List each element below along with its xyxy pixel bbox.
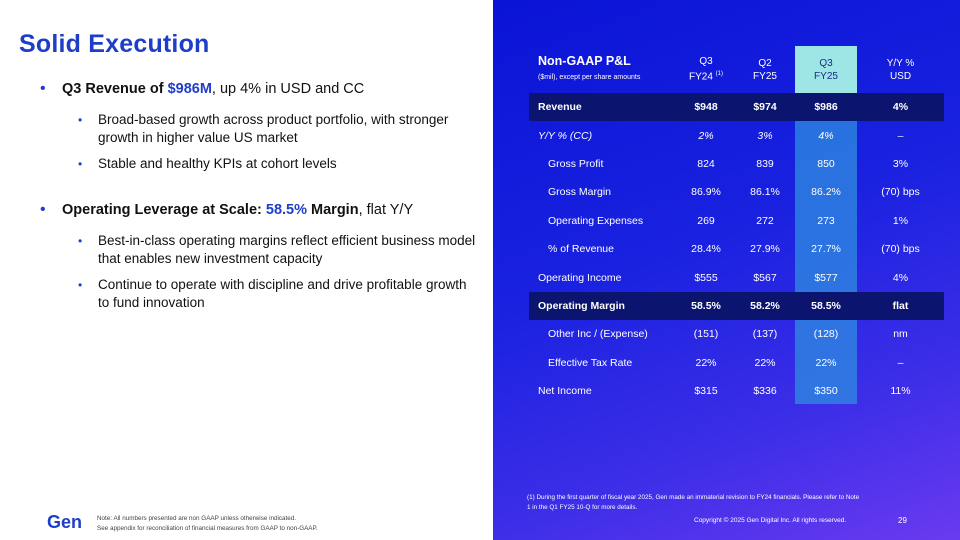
sub-bullet (40, 276, 480, 312)
revenue-value: $986M (167, 81, 212, 97)
leverage-value: 58.5% (265, 202, 308, 218)
sub-bullet-text: Continue to operate with discipline and drive profitable growth to fund innovation (98, 277, 467, 310)
footer-note (97, 514, 318, 534)
table-title: Non-GAAP P&L (538, 54, 631, 68)
table-row: % of Revenue 28.4% 27.9% 27.7% (70) bps (548, 243, 920, 256)
table-row: Operating Income $555 $567 $577 4% (538, 271, 909, 284)
bullet-leverage (40, 201, 480, 220)
footer-note-line: Note: All numbers presented are non GAAP unless otherwise indicated. (97, 515, 297, 522)
revenue-prefix: Q3 Revenue of (62, 81, 168, 97)
footer-note-line: See appendix for reconciliation of financial measures from GAAP to non-GAAP. (97, 525, 318, 532)
bullet-list (40, 80, 480, 320)
table-header-row (529, 46, 944, 93)
table-row: Net Income $315 $336 $350 11% (538, 385, 911, 398)
table-row: Gross Profit 824 839 850 3% (548, 157, 909, 170)
column-header: Q3 FY24 $^{(1)}$ (688, 56, 724, 83)
table-row: Operating Margin 58.5% 58.2% 58.5% flat (529, 292, 944, 320)
table-row: Effective Tax Rate 22% 22% 22% – (548, 356, 904, 369)
column-header: Y/Y % USD (886, 57, 915, 82)
bullet-dot-icon: • (40, 201, 46, 218)
sub-bullet (40, 155, 480, 173)
non-gaap-pl-table (529, 46, 944, 405)
leverage-suffix: , flat Y/Y (358, 202, 414, 218)
footnote-line: 1 in the Q1 FY25 10-Q for more details. (527, 504, 638, 511)
sub-bullet-dot-icon: • (78, 234, 83, 248)
copyright: Copyright © 2025 Gen Digital Inc. All rights reserved. (694, 517, 847, 524)
table-title-cell (529, 46, 677, 93)
slide-title: Solid Execution (19, 30, 210, 58)
column-header: Q2 FY25 (753, 57, 777, 82)
bullet-revenue (40, 80, 480, 99)
sub-bullet-dot-icon: • (78, 278, 83, 292)
revenue-suffix: , up 4% in USD and CC (211, 81, 365, 97)
table-row: Operating Expenses 269 272 273 1% (548, 214, 909, 227)
sub-bullet (40, 232, 480, 268)
footnote-line: (1) During the first quarter of fiscal year 2025, Gen made an immaterial revision to FY24 financials. Please refer to Note (527, 494, 860, 501)
table-row: Revenue $948 $974 $986 4% (529, 93, 944, 121)
table-footnote (527, 493, 927, 513)
pl-table-wrap (529, 46, 944, 405)
sub-bullet-dot-icon: • (78, 157, 83, 171)
column-header-current: Q3 FY25 (814, 57, 838, 82)
right-panel (493, 0, 960, 540)
sub-bullet-text: Stable and healthy KPIs at cohort levels (98, 156, 337, 171)
leverage-middle: Margin (307, 202, 359, 218)
sub-bullet-dot-icon: • (78, 113, 83, 127)
table-row: Gross Margin 86.9% 86.1% 86.2% (70) bps (548, 186, 920, 199)
table-row: Other Inc / (Expense) (151) (137) (128) nm (548, 328, 908, 341)
page-number: 29 (898, 516, 907, 525)
table-row: Y/Y % (CC) 2% 3% 4% – (538, 129, 904, 142)
bullet-dot-icon: • (40, 80, 46, 97)
sub-bullet (40, 111, 480, 147)
table-subtitle: ($mil), except per share amounts (538, 74, 641, 81)
sub-bullet-text: Broad-based growth across product portfolio, with stronger growth in higher value US market (98, 112, 449, 145)
leverage-prefix: Operating Leverage at Scale: (62, 202, 266, 218)
sub-bullet-text: Best-in-class operating margins reflect efficient business model that enables new investment capacity (98, 233, 476, 266)
gen-logo: Gen (47, 512, 83, 532)
